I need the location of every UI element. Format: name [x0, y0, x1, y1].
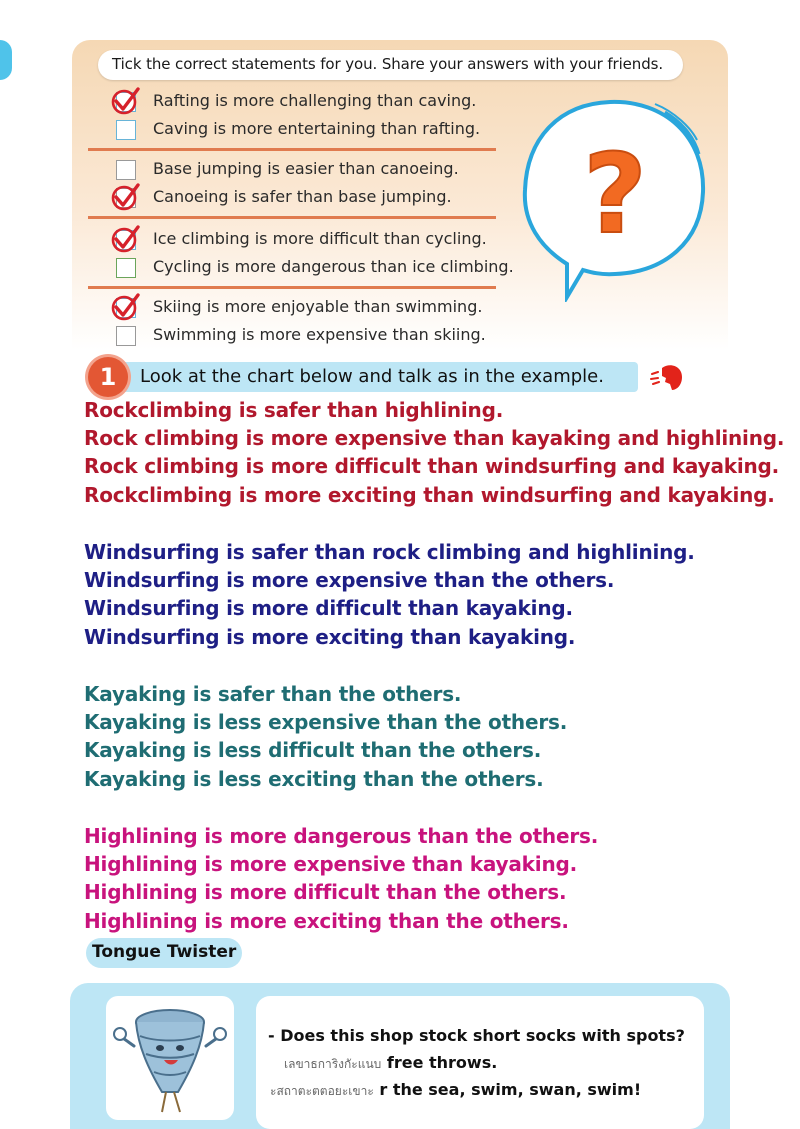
windsurfing-line: Windsurfing is more exciting than kayaking. [84, 625, 576, 649]
task-instruction: Look at the chart below and talk as in the example. [140, 366, 604, 387]
tongue-twister-line-3-faded: ะสถาตะตตอยะเขาะ [270, 1084, 374, 1098]
windsurfing-line: Windsurfing is safer than rock climbing and highlining. [84, 540, 695, 564]
tornado-character-image [106, 996, 234, 1120]
statement-text: Caving is more entertaining than rafting. [153, 119, 481, 138]
kayaking-line: Kayaking is less expensive than the others. [84, 710, 568, 734]
statement-text: Canoeing is safer than base jumping. [153, 187, 452, 206]
tongue-twister-line-2-faded: เลขาธการิงกัะแนบ [284, 1057, 382, 1071]
highlining-line: Highlining is more exciting than the others. [84, 909, 569, 933]
highlining-line: Highlining is more dangerous than the others. [84, 824, 599, 848]
highlining-line: Highlining is more expensive than kayaking. [84, 852, 577, 876]
statement-text: Cycling is more dangerous than ice climbing. [153, 257, 514, 276]
statement-text: Swimming is more expensive than skiing. [153, 325, 486, 344]
checkbox-5[interactable] [116, 258, 136, 278]
tongue-twister-line-3 [270, 1080, 641, 1101]
task-number-badge: 1 [88, 357, 128, 397]
tongue-twister-line-2 [284, 1053, 497, 1074]
tick-mark-icon [109, 182, 141, 212]
statement-text: Ice climbing is more difficult than cycling. [153, 229, 487, 248]
corner-decoration [0, 40, 12, 80]
speaking-head-icon [650, 362, 684, 392]
checkbox-1[interactable] [116, 120, 136, 140]
tongue-twister-line-2-text: free throws. [386, 1053, 498, 1072]
rock-climbing-line: Rock climbing is more difficult than windsurfing and kayaking. [84, 454, 780, 478]
tick-mark-icon [109, 86, 141, 116]
group-separator [88, 148, 496, 151]
kayaking-line: Kayaking is safer than the others. [84, 682, 462, 706]
tongue-twister-line-1: - Does this shop stock short socks with spots? [268, 1026, 685, 1045]
windsurfing-line: Windsurfing is more expensive than the others. [84, 568, 615, 592]
tick-mark-icon [109, 224, 141, 254]
statement-text: Base jumping is easier than canoeing. [153, 159, 459, 178]
statement-text: Rafting is more challenging than caving. [153, 91, 477, 110]
rock-climbing-line: Rock climbing is more expensive than kayaking and highlining. [84, 426, 785, 450]
highlining-line: Highlining is more difficult than the others. [84, 880, 567, 904]
tornado-icon [106, 996, 234, 1120]
group-separator [88, 216, 496, 219]
group-separator [88, 286, 496, 289]
rock-climbing-line: Rockclimbing is more exciting than windsurfing and kayaking. [84, 483, 775, 507]
checkbox-7[interactable] [116, 326, 136, 346]
tongue-twister-line-3-text: r the sea, swim, swan, swim! [379, 1080, 642, 1099]
tongue-twister-label: Tongue Twister [92, 942, 237, 962]
windsurfing-line: Windsurfing is more difficult than kayaking. [84, 596, 573, 620]
checkbox-2[interactable] [116, 160, 136, 180]
kayaking-line: Kayaking is less exciting than the others. [84, 767, 544, 791]
tick-mark-icon [109, 292, 141, 322]
rock-climbing-line: Rockclimbing is safer than highlining. [84, 398, 504, 422]
statement-text: Skiing is more enjoyable than swimming. [153, 297, 483, 316]
instruction-text: Tick the correct statements for you. Share your answers with your friends. [112, 55, 663, 73]
kayaking-line: Kayaking is less difficult than the others. [84, 738, 542, 762]
question-mark: ? [583, 130, 647, 258]
question-bubble-icon [515, 92, 715, 302]
